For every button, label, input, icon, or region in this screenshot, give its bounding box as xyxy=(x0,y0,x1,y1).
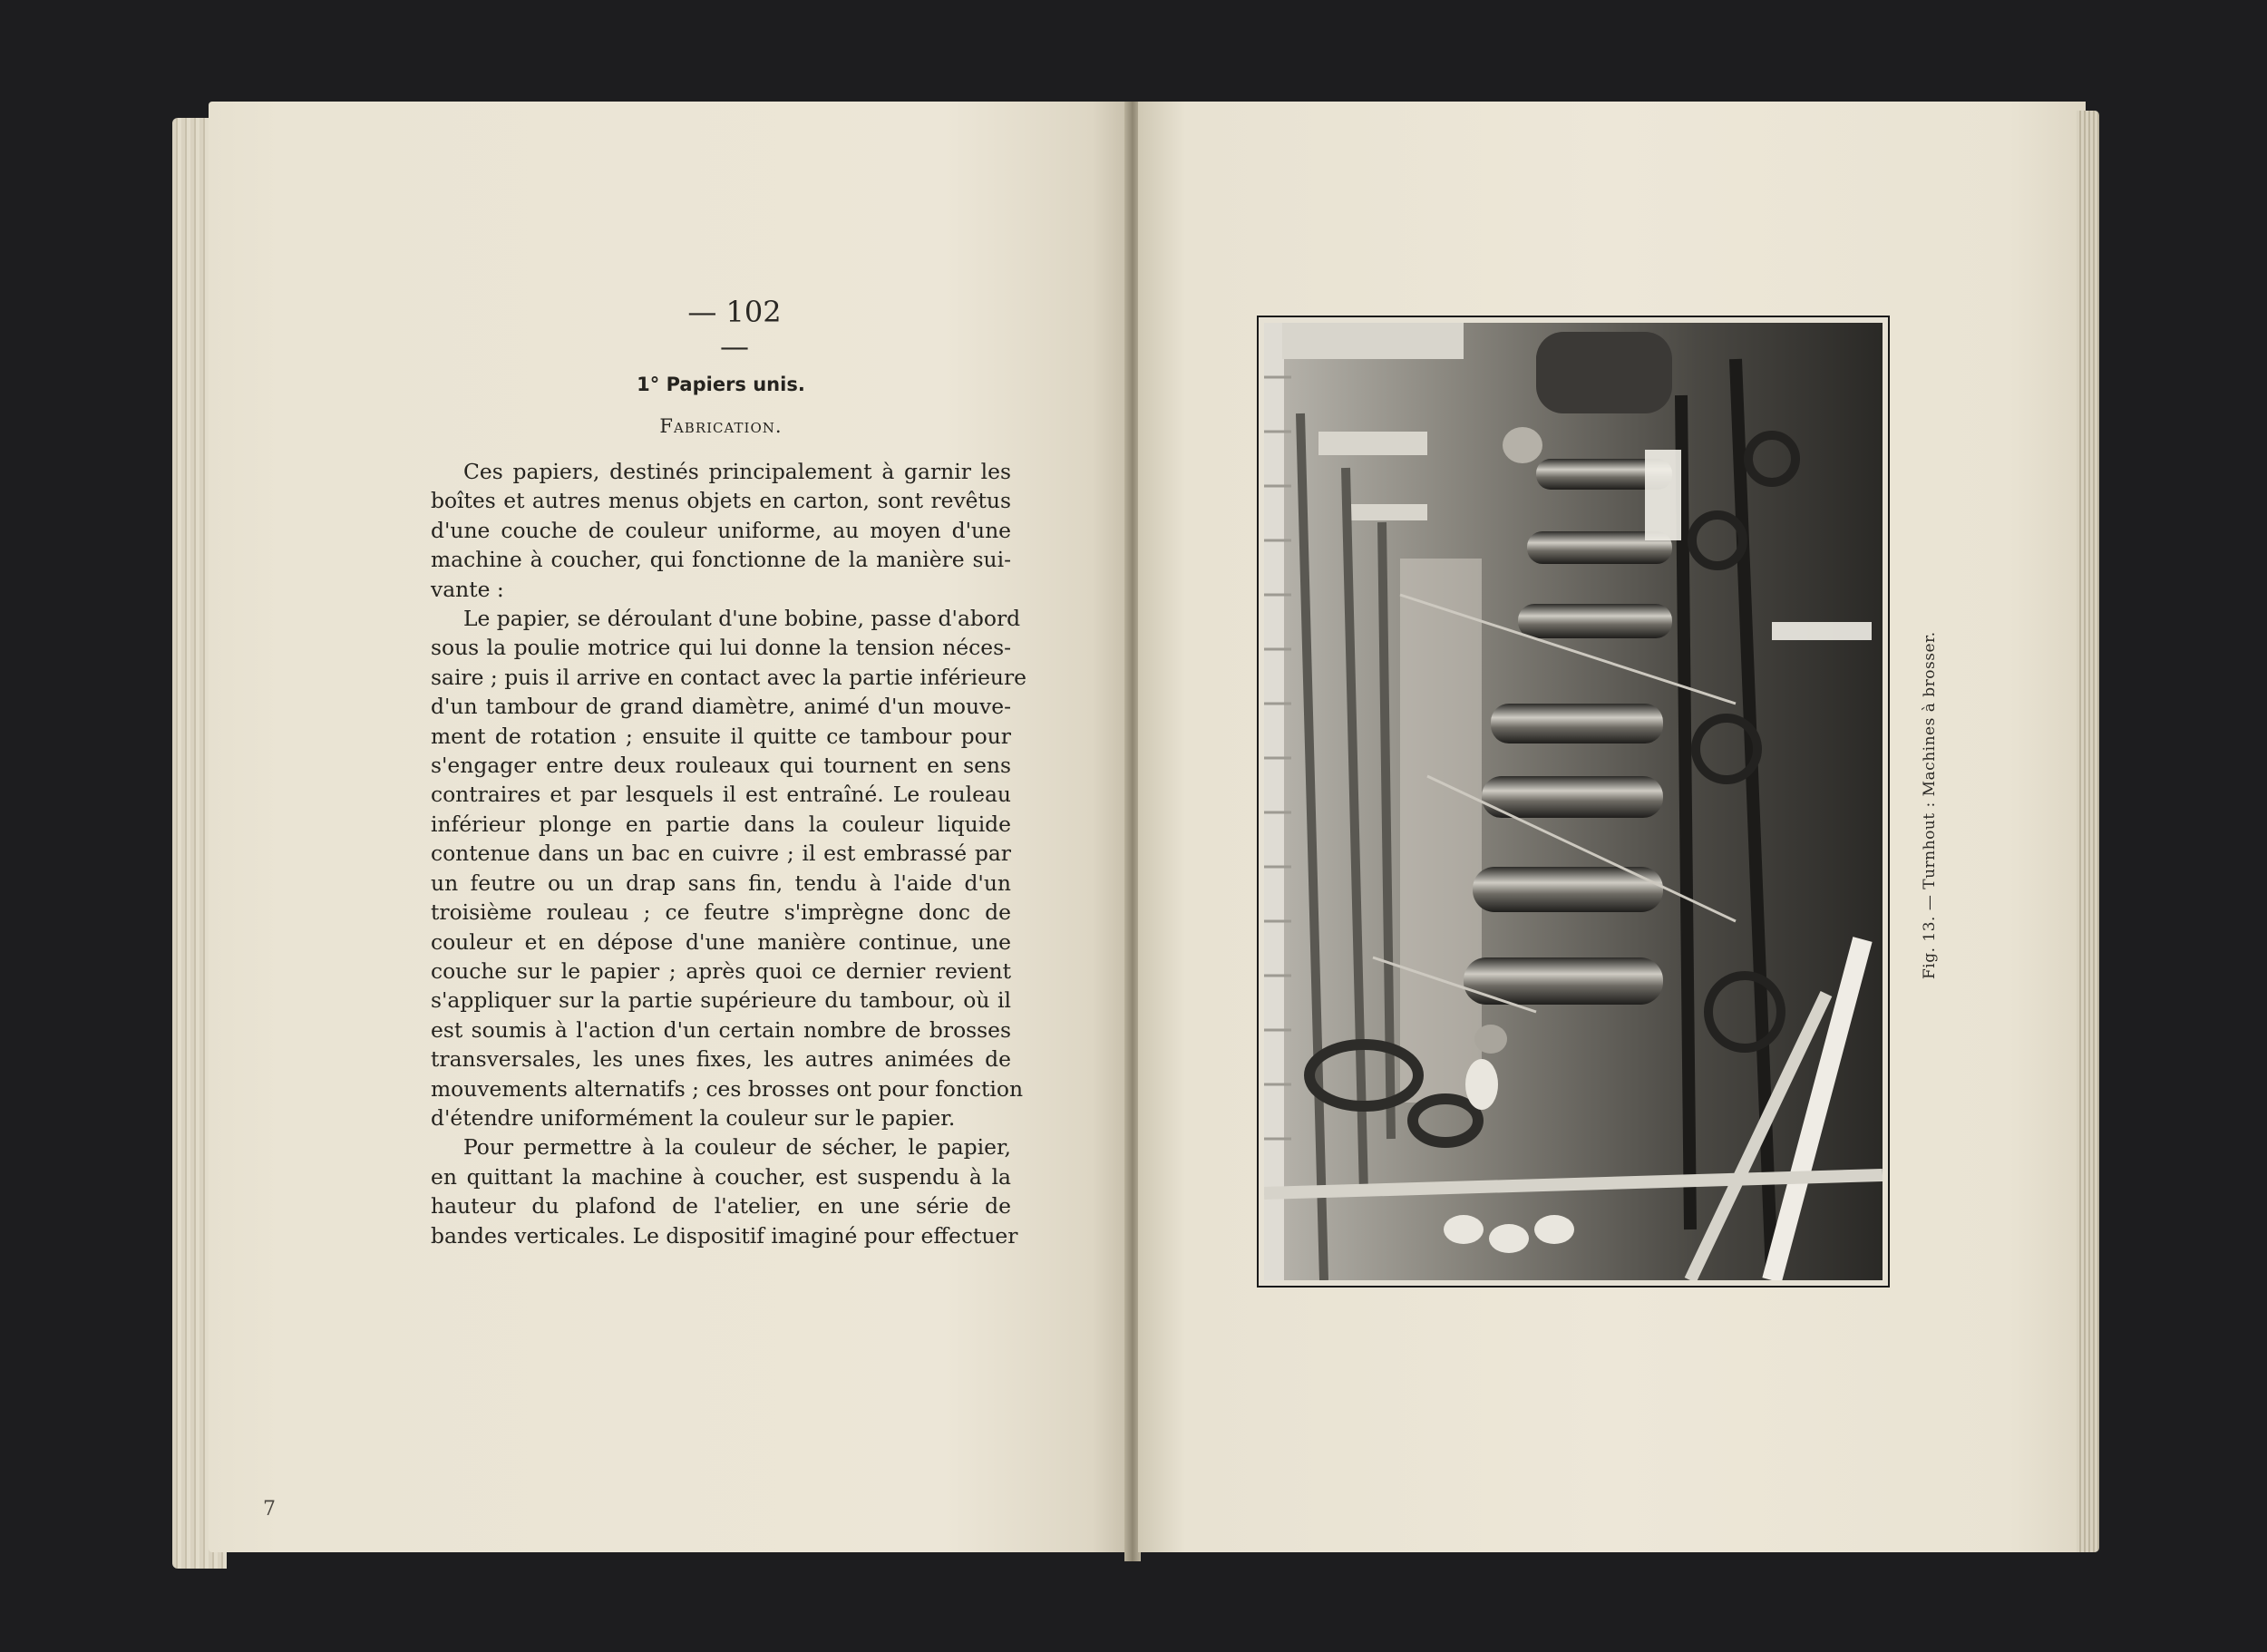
text-line: d'un tambour de grand diamètre, animé d'un mouve- xyxy=(431,694,1011,720)
text-line: couleur et en dépose d'une manière continue, une xyxy=(431,928,1011,955)
text-line: sous la poulie motrice qui lui donne la tension néces- xyxy=(431,635,1011,661)
stray-pencil-mark: 7 xyxy=(263,1498,276,1521)
text-line: boîtes et autres menus objets en carton, sont revêtus xyxy=(431,488,1011,514)
text-line: contenue dans un bac en cuivre ; il est embrassé par xyxy=(431,841,1011,867)
text-line: transversales, les unes fixes, les autres animées de xyxy=(431,1046,1011,1073)
text-line: couche sur le papier ; après quoi ce dernier revient xyxy=(431,957,1011,984)
text-line: contraires et par lesquels il est entraîné. Le rouleau xyxy=(431,782,1011,808)
text-line: mouvements alternatifs ; ces brosses ont pour fonction xyxy=(431,1075,1024,1102)
text-line: d'une couche de couleur uniforme, au moyen d'une xyxy=(431,517,1011,543)
section-title: 1° Papiers unis. xyxy=(637,374,805,395)
text-block xyxy=(431,363,1027,1250)
page-number: — 102 — xyxy=(687,295,782,364)
text-line: s'engager entre deux rouleaux qui tournent en sens xyxy=(431,753,1011,779)
text-line: en quittant la machine à coucher, est suspendu à la xyxy=(431,1163,1011,1190)
subsection-title: Fabrication. xyxy=(659,415,783,437)
text-line: vante : xyxy=(431,576,504,602)
figure-plate xyxy=(1257,316,1890,1288)
text-line: bandes verticales. Le dispositif imaginé pour effectuer xyxy=(431,1222,1018,1249)
text-line: est soumis à l'action d'un certain nombre de brosses xyxy=(431,1016,1011,1043)
paragraph-2 xyxy=(431,604,1027,1132)
text-line: machine à coucher, qui fonctionne de la manière sui- xyxy=(431,547,1011,573)
text-line: hauteur du plafond de l'atelier, en une série de xyxy=(431,1193,1011,1220)
factory-photograph xyxy=(1264,323,1883,1280)
right-page-edges xyxy=(2077,111,2099,1552)
text-line: troisième rouleau ; ce feutre s'imprègne donc de xyxy=(431,899,1011,926)
text-line: d'étendre uniformément la couleur sur le papier. xyxy=(431,1104,956,1131)
paragraph-3 xyxy=(431,1132,1018,1250)
text-line: ment de rotation ; ensuite il quitte ce tambour pour xyxy=(431,723,1011,749)
text-line: Ces papiers, destinés principalement à garnir les xyxy=(463,459,1011,484)
figure-caption: Fig. 13. — Turnhout : Machines à brosser. xyxy=(1921,631,1939,979)
text-line: un feutre ou un drap sans fin, tendu à l'aide d'un xyxy=(431,870,1011,896)
paragraph-1 xyxy=(431,457,1011,604)
text-line: s'appliquer sur la partie supérieure du tambour, où il xyxy=(431,987,1011,1014)
text-line: Pour permettre à la couleur de sécher, le papier, xyxy=(463,1134,1011,1161)
text-line: inférieur plonge en partie dans la couleur liquide xyxy=(431,811,1011,837)
text-line: Le papier, se déroulant d'une bobine, passe d'abord xyxy=(463,606,1021,632)
text-line: saire ; puis il arrive en contact avec la partie inférieure xyxy=(431,664,1027,690)
